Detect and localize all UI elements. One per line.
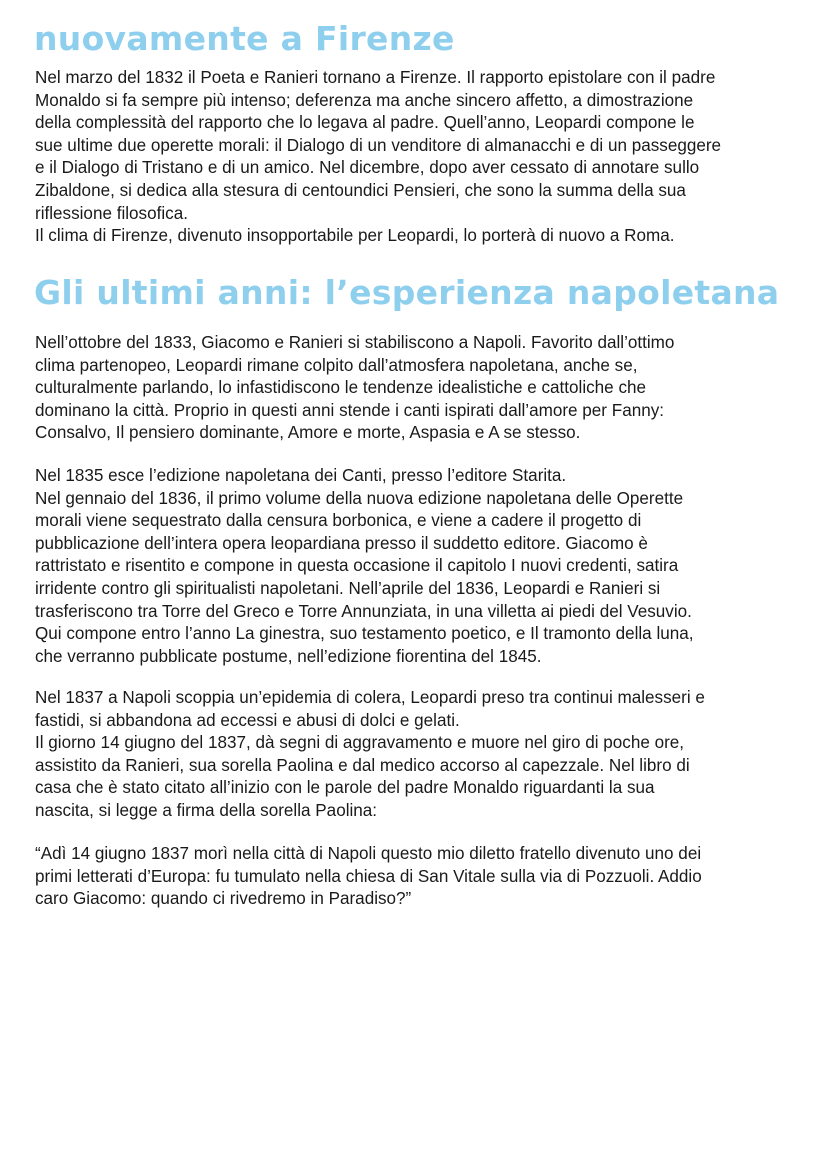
text-line: Nel marzo del 1832 il Poeta e Ranieri tornano a Firenze. Il rapporto epistolare con il padre bbox=[35, 68, 716, 87]
text-line: riflessione filosofica. bbox=[35, 203, 188, 223]
quote-paolina bbox=[35, 843, 805, 911]
text-line: rattristato e risentito e compone in questa occasione il capitolo I nuovi credenti, satira bbox=[35, 556, 679, 576]
text-line: Consalvo, Il pensiero dominante, Amore e morte, Aspasia e A se stesso. bbox=[35, 423, 581, 443]
text-line: Il giorno 14 giugno del 1837, dà segni di aggravamento e muore nel giro di poche ore, bbox=[35, 733, 685, 753]
paragraph-firenze bbox=[35, 67, 805, 248]
text-line: Il clima di Firenze, divenuto insopportabile per Leopardi, lo porterà di nuovo a Roma. bbox=[35, 226, 675, 246]
text-line: Nel 1837 a Napoli scoppia un’epidemia di colera, Leopardi preso tra continui malesseri e bbox=[35, 688, 705, 707]
text-line: Nel gennaio del 1836, il primo volume della nuova edizione napoletana delle Operette bbox=[35, 488, 684, 508]
text-line: e il Dialogo di Tristano e di un amico. Nel dicembre, dopo aver cessato di annotare sullo bbox=[35, 158, 700, 178]
text-line: sue ultime due operette morali: il Dialogo di un venditore di almanacchi e di un passeggere bbox=[35, 135, 722, 155]
section-title-napoli: Gli ultimi anni: l’esperienza napoletana bbox=[34, 273, 780, 312]
text-line: che verranno pubblicate postume, nell’edizione fiorentina del 1845. bbox=[35, 646, 542, 666]
text-line: casa che è stato citato all’inizio con le parole del padre Monaldo riguardanti la sua bbox=[35, 778, 655, 798]
paragraph-death bbox=[35, 687, 805, 823]
paragraph-napoli-arrival bbox=[35, 332, 805, 445]
text-line: clima partenopeo, Leopardi rimane colpito dall’atmosfera napoletana, anche se, bbox=[35, 355, 638, 375]
text-line: Nell’ottobre del 1833, Giacomo e Ranieri si stabiliscono a Napoli. Favorito dall’ottimo bbox=[35, 333, 675, 352]
text-line: morali viene sequestrato dalla censura borbonica, e viene a cadere il progetto di bbox=[35, 511, 642, 531]
text-line: culturalmente parlando, lo infastidiscono le tendenze idealistiche e cattoliche che bbox=[35, 378, 647, 398]
text-line: “Adì 14 giugno 1837 morì nella città di Napoli questo mio diletto fratello divenuto uno dei bbox=[35, 844, 702, 863]
text-line: irridente contro gli spiritualisti napoletani. Nell’aprile del 1836, Leopardi e Ranieri si bbox=[35, 578, 661, 598]
text-line: pubblicazione dell’intera opera leopardiana presso il suddetto editore. Giacomo è bbox=[35, 533, 648, 553]
text-line: della complessità del rapporto che lo legava al padre. Quell’anno, Leopardi compone le bbox=[35, 113, 695, 133]
paragraph-canti-edition bbox=[35, 465, 805, 668]
text-line: Zibaldone, si dedica alla stesura di centoundici Pensieri, che sono la summa della sua bbox=[35, 180, 686, 200]
text-line: assistito da Ranieri, sua sorella Paolina e dal medico accorso al capezzale. Nel libro di bbox=[35, 755, 690, 775]
text-line: dominano la città. Proprio in questi anni stende i canti ispirati dall’amore per Fanny: bbox=[35, 400, 665, 420]
text-line: caro Giacomo: quando ci rivedremo in Paradiso?” bbox=[35, 889, 412, 909]
text-line: primi letterati d’Europa: fu tumulato nella chiesa di San Vitale sulla via di Pozzuoli. Addio bbox=[35, 866, 702, 886]
text-line: fastidi, si abbandona ad eccessi e abusi di dolci e gelati. bbox=[35, 710, 460, 730]
section-title-firenze: nuovamente a Firenze bbox=[34, 19, 455, 58]
text-line: nascita, si legge a firma della sorella Paolina: bbox=[35, 800, 378, 820]
text-line: Nel 1835 esce l’edizione napoletana dei Canti, presso l’editore Starita. bbox=[35, 466, 567, 485]
text-line: Monaldo si fa sempre più intenso; deferenza ma anche sincero affetto, a dimostrazione bbox=[35, 90, 694, 110]
text-line: Qui compone entro l’anno La ginestra, suo testamento poetico, e Il tramonto della luna, bbox=[35, 624, 694, 644]
text-line: trasferiscono tra Torre del Greco e Torre Annunziata, in una villetta ai piedi del Vesuvio. bbox=[35, 601, 692, 621]
